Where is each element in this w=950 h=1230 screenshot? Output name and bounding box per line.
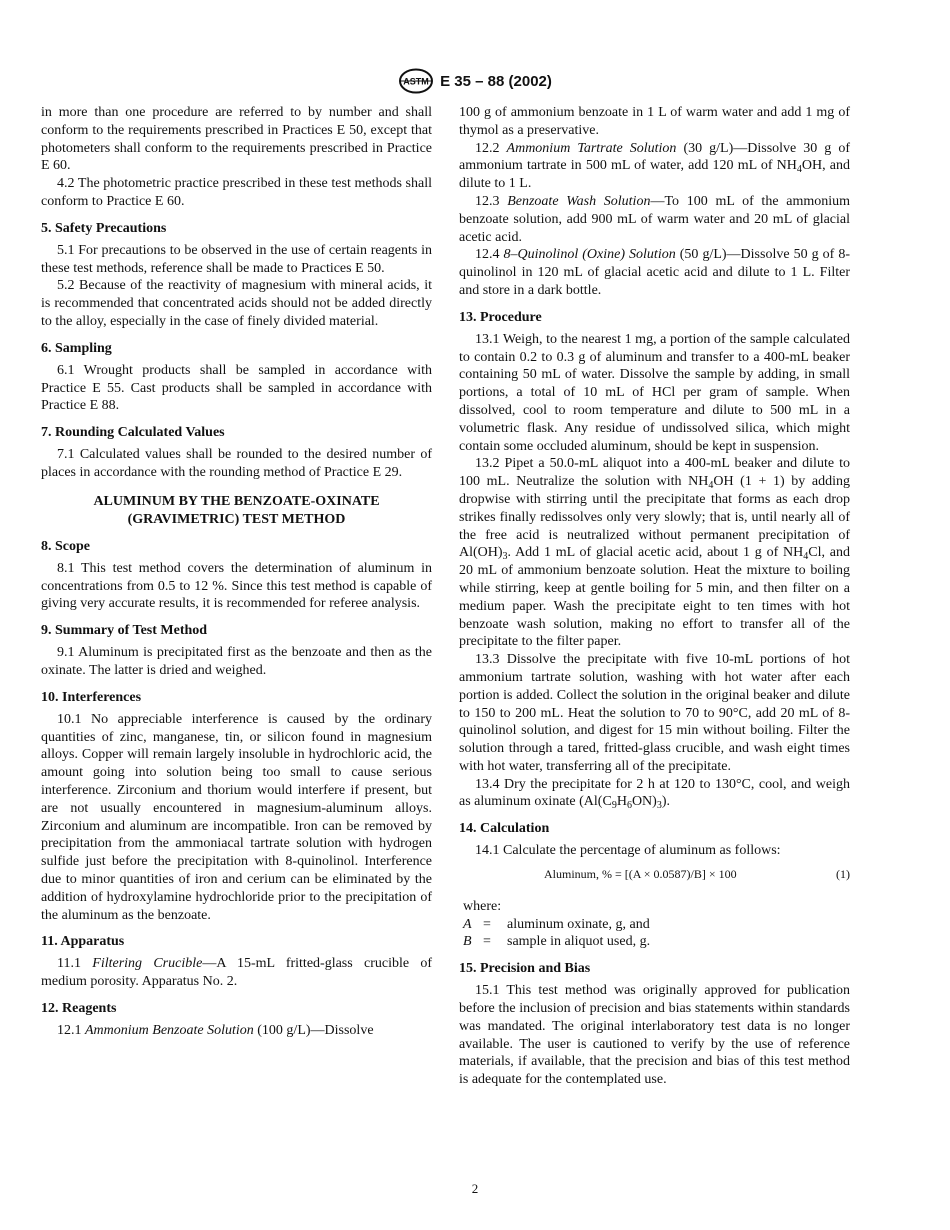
paragraph-13-3: 13.3 Dissolve the precipitate with five 10-mL portions of hot ammonium tartrate solution, washing with hot water after each portion is added. Collect the solution in the original beaker and dilute to 150 to 200 mL. Heat the solution to 70 to 90°C, add 20 mL of 8-quinolinol solution, and digest for 15 min without boiling. Filter the solution through a tared, fritted-glass crucible, and wash eight times with hot water, transferring all of the precipitate. [459,652,850,774]
paragraph-8-1: 8.1 This test method covers the determination of aluminum in concentrations from 0.5 to 12 %. Since this test method is capable of giving very accurate results, it is recommended for referee analysis. [41,560,432,612]
page-header [0,67,950,95]
section-heading-procedure: 13. Procedure [459,309,542,325]
astm-logo-icon [398,68,434,94]
paragraph-4-2: 4.2 The photometric practice prescribed in these test methods shall conform to Practice E 60. [41,176,432,209]
paragraph-5-1: 5.1 For precautions to be observed in the use of certain reagents in these test methods, reference shall be made to Practices E 50. [41,242,432,276]
paragraph-9-1: 9.1 Aluminum is precipitated first as the benzoate and then as the oxinate. The latter is dried and weighed. [41,645,432,678]
section-heading-apparatus: 11. Apparatus [41,934,125,950]
paragraph-15-1: 15.1 This test method was originally approved for publication before the inclusion of precision and bias statements within standards was mandated. The original interlaboratory test data is no longer available. The user is cautioned to verify by the use of reference materials, if available, that the precision and bias of this test method is adequate for the contemplated use. [459,983,850,1088]
method-title: ALUMINUM BY THE BENZOATE-OXINATE (GRAVIMETRIC) TEST METHOD [93,493,380,527]
definition-b: B = sample in aliquot used, g. [463,934,651,950]
paragraph-13-4: 13.4 Dry the precipitate for 2 h at 120 to 130°C, cool, and weigh as aluminum oxinate $(Al(C_9H_6ON)_3)$. [459,776,850,812]
section-heading-reagents: 12. Reagents [41,1000,117,1016]
paragraph-5-2: 5.2 Because of the reactivity of magnesium with mineral acids, it is recommended that concentrated acids should not be added directly to the alloy, especially in the case of finely divided material. [41,278,432,329]
section-heading-calculation: 14. Calculation [459,821,550,837]
section-heading-summary: 9. Summary of Test Method [41,623,208,639]
paragraph-12-1: 12.1 Ammonium Benzoate Solution (100 g/L)—Dissolve [57,1022,374,1038]
paragraph-7-1: 7.1 Calculated values shall be rounded to the desired number of places in accordance with the rounding method of Practice E 29. [41,447,432,480]
paragraph-continuation: in more than one procedure are referred to by number and shall conform to the requirements prescribed in Practices E 50, except that photometers shall conform to the requirements prescribed in Practice E 60. [41,105,432,174]
variable-definitions [463,916,850,952]
section-heading-precision: 15. Precision and Bias [459,961,591,977]
paragraph-12-4: 12.4 8–Quinolinol (Oxine) Solution (50 g/L)—Dissolve 50 g of 8-quinolinol in 120 mL of glacial acetic acid and dilute to 1 L. Filter and store in a dark bottle. [459,247,851,298]
paragraph-6-1: 6.1 Wrought products shall be sampled in accordance with Practice E 55. Cast products shall be sampled in accordance with Practice E 88. [41,362,432,414]
section-heading-rounding: 7. Rounding Calculated Values [41,425,225,441]
equation-1 [459,866,850,884]
right-column [459,104,850,1089]
section-heading-interferences: 10. Interferences [41,689,142,705]
equation-number: (1) [836,867,850,882]
section-heading-safety: 5. Safety Precautions [41,220,167,236]
equation-text: Aluminum, % = [(A × 0.0587)/B] × 100 [544,867,737,882]
where-label: where: [463,898,502,914]
definition-a: A = aluminum oxinate, g, and [463,916,650,932]
paragraph-12-2: 12.2 Ammonium Tartrate Solution (30 g/L)—Dissolve 30 g of ammonium tartrate in 500 mL of water, add 120 mL of $NH_4OH$, and dilute to 1 L. [459,140,851,192]
page-number: 2 [471,1181,479,1196]
paragraph-12-1-continuation: 100 g of ammonium benzoate in 1 L of warm water and add 1 mg of thymol as a preservative. [459,105,850,138]
paragraph-12-3: 12.3 Benzoate Wash Solution—To 100 mL of the ammonium benzoate solution, add 900 mL of warm water and 20 mL of glacial acetic acid. [459,193,851,245]
section-heading-scope: 8. Scope [41,538,90,554]
paragraph-13-1: 13.1 Weigh, to the nearest 1 mg, a portion of the sample calculated to contain 0.2 to 0.3 g of aluminum and transfer to a 400-mL beaker containing 50 mL of water. Dissolve the sample by adding, in small portions, a total of 10 mL of HCl per gram of sample. When dissolved, cool to room temperature and dilute to 500 mL in a volumetric flask. Any residue of undissolved silica, which might contain some occluded aluminum, should be kept in suspension. [459,331,850,454]
section-heading-sampling: 6. Sampling [41,340,112,356]
paragraph-14-1: 14.1 Calculate the percentage of aluminum as follows: [475,843,781,859]
paragraph-10-1: 10.1 No appreciable interference is caused by the ordinary quantities of zinc, manganese, tin, or silicon found in magnesium alloys. Copper will remain largely insoluble in hydrochloric acid, the amount going into solution being too small to cause serious interference. Zirconium and thorium would interfere if present, but are not usually encountered in magnesium-aluminum alloys. Zirconium and aluminum are incompatible. Iron can be removed by precipitation from the ammoniacal tartrate solution with hydrogen sulfide just before the precipitation with 8-quinolinol. Interference due to minor quantities of iron and cerium can be eliminated by the addition of hydroxylamine hydrochloride prior to the precipitation of the aluminum as the benzoate. [41,711,432,923]
paragraph-13-2: 13.2 Pipet a 50.0-mL aliquot into a 400-mL beaker and dilute to 100 mL. Neutralize the solution with $NH_4OH$ (1 + 1) by adding dropwise with stirring until the precipitate that forms as each drop strikes finally redissolves only very slowly; that is, until nearly all of the free acid is neutralized without permanent precipitation of $Al(OH)_3$. Add 1 mL of glacial acetic acid, about 1 g of $NH_4Cl$, and 20 mL of ammonium benzoate solution. Heat the mixture to boiling while stirring, keep at gentle boiling for 5 min, and then filter on a medium paper. Wash the precipitate eight to ten times with hot benzoate wash solution, making no effort to transfer all of the precipitate to the filter paper. [459,456,851,650]
standard-designation: E 35 – 88 (2002) [440,72,552,90]
left-column [41,104,432,1040]
paragraph-11-1: 11.1 Filtering Crucible—A 15-mL fritted-glass crucible of medium porosity. Apparatus No. 2. [41,956,433,990]
svg-text:ASTM: ASTM [403,76,429,87]
